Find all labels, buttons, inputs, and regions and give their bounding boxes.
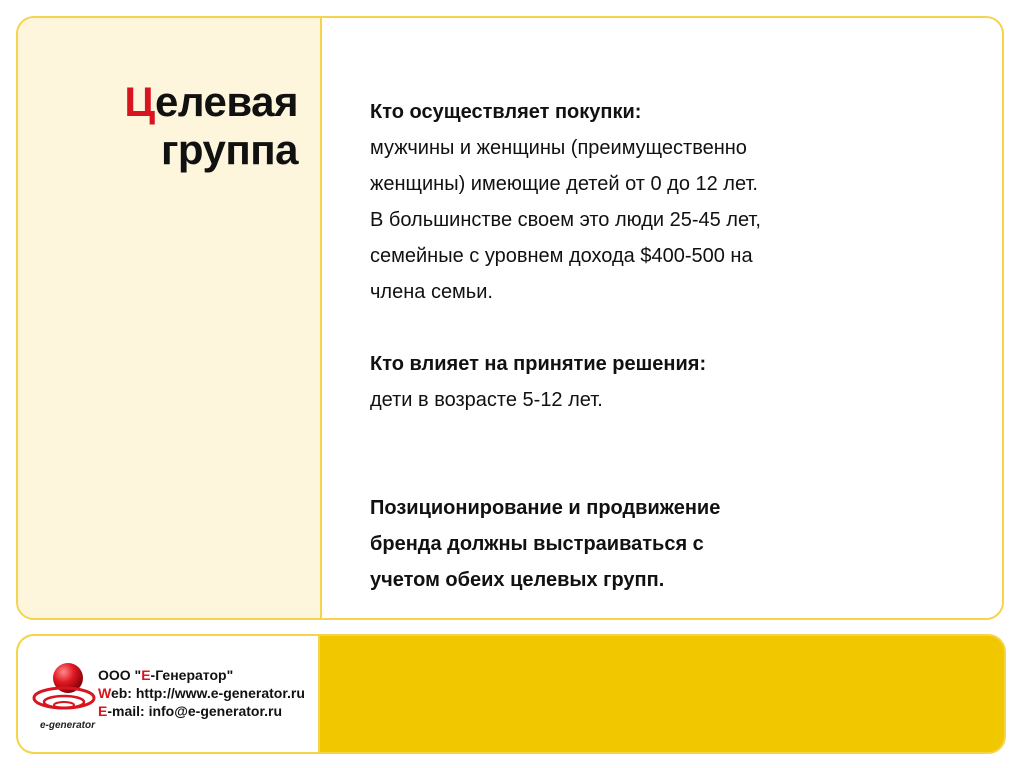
title-line2: группа [160, 126, 298, 173]
company-email[interactable]: E-mail: info@e-generator.ru [98, 703, 283, 719]
conclusion-line: учетом обеих целевых групп. [370, 569, 665, 591]
company-info [98, 666, 305, 720]
section1-line: семейные с уровнем дохода $400-500 на [370, 245, 753, 267]
title-line1: елевая [155, 78, 298, 125]
title-column [18, 18, 322, 618]
company-name: ООО "Е-Генератор" [98, 667, 234, 683]
section1-line: члена семьи. [370, 281, 493, 303]
section2-heading: Кто влияет на принятие решения: [370, 353, 707, 375]
section1-heading: Кто осуществляет покупки: [370, 101, 642, 123]
section1-line: В большинстве своем это люди 25-45 лет, [370, 209, 761, 231]
conclusion-line: бренда должны выстраиваться с [370, 533, 704, 555]
company-web[interactable]: Web: http://www.e-generator.ru [98, 685, 305, 701]
conclusion-line: Позиционирование и продвижение [370, 497, 721, 519]
section1-line: женщины) имеющие детей от 0 до 12 лет. [370, 173, 758, 195]
slide-title [124, 78, 298, 174]
section2-line: дети в возрасте 5-12 лет. [370, 389, 603, 411]
slide-content [370, 94, 890, 598]
footer-bar [16, 634, 1006, 754]
section1-line: мужчины и женщины (преимущественно [370, 137, 747, 159]
logo-text: e-generator [40, 720, 96, 731]
footer-company-block [18, 636, 320, 752]
title-accent-letter: Ц [124, 78, 156, 125]
slide-panel [16, 16, 1004, 620]
